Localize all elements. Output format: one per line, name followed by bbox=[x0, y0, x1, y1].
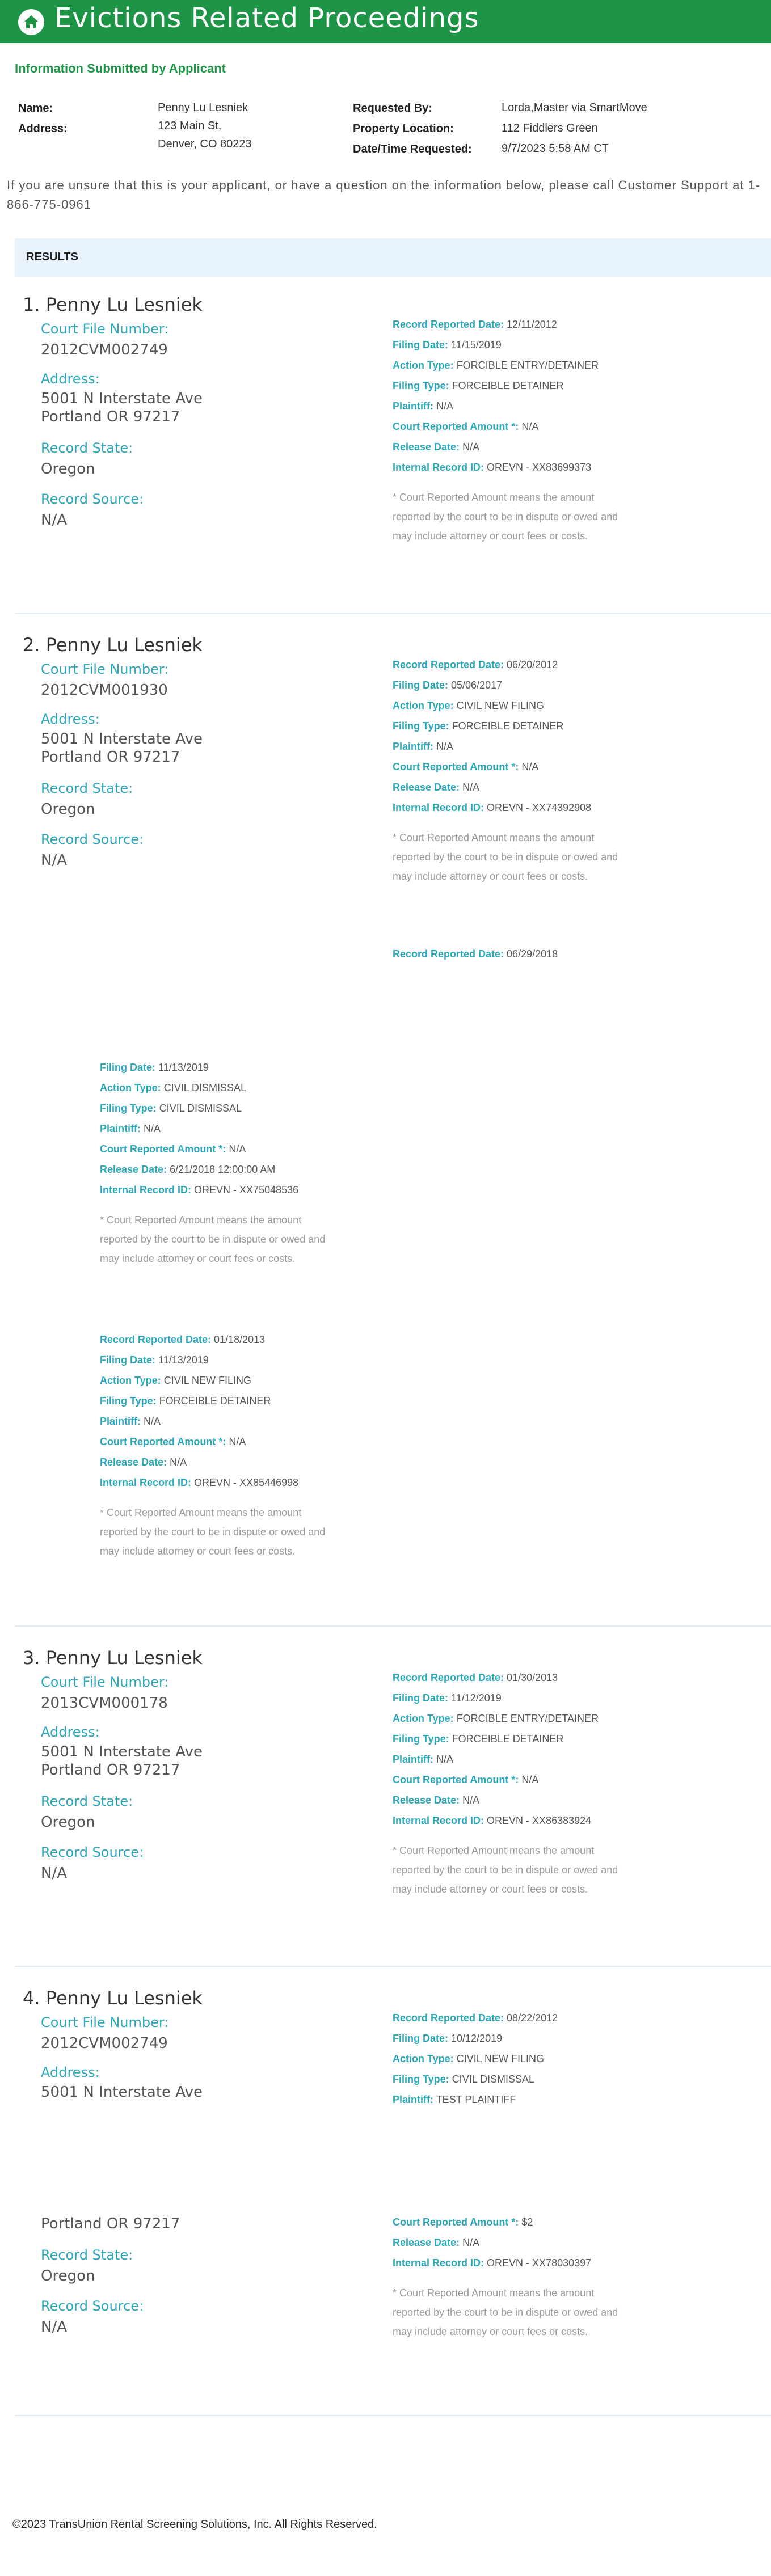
plaintiff: Plaintiff: N/A bbox=[393, 400, 454, 412]
release-date: Release Date: N/A bbox=[393, 441, 480, 453]
record-source: N/A bbox=[41, 2319, 67, 2336]
court-reported-amount: Court Reported Amount *: N/A bbox=[100, 1436, 246, 1447]
record-title: 3. Penny Lu Lesniek bbox=[23, 1647, 203, 1669]
record-state-label: Record State: bbox=[41, 780, 133, 796]
court-file-number-label: Court File Number: bbox=[41, 1674, 169, 1690]
record-address-line2: Portland OR 97217 bbox=[41, 408, 180, 425]
address-label: Address: bbox=[41, 2064, 100, 2080]
record-state: Oregon bbox=[41, 2267, 95, 2284]
plaintiff: Plaintiff: TEST PLAINTIFF bbox=[393, 2094, 516, 2105]
court-reported-amount: Court Reported Amount *: N/A bbox=[393, 761, 539, 772]
record-reported-date: Record Reported Date: 01/18/2013 bbox=[100, 1334, 266, 1345]
court-file-number: 2013CVM000178 bbox=[41, 1695, 168, 1712]
court-reported-amount: Court Reported Amount *: N/A bbox=[100, 1143, 246, 1155]
record-title: 1. Penny Lu Lesniek bbox=[23, 294, 203, 315]
record-source: N/A bbox=[41, 852, 67, 869]
court-reported-amount: Court Reported Amount *: N/A bbox=[393, 421, 539, 432]
record-reported-date: Record Reported Date: 08/22/2012 bbox=[393, 2012, 558, 2024]
action-type: Action Type: CIVIL NEW FILING bbox=[100, 1375, 252, 1386]
property-location-value: 112 Fiddlers Green bbox=[502, 122, 598, 134]
record-divider bbox=[15, 1966, 771, 1967]
court-file-number-label: Court File Number: bbox=[41, 661, 169, 677]
court-reported-amount: Court Reported Amount *: N/A bbox=[393, 1774, 539, 1785]
internal-record-id: Internal Record ID: OREVN - XX86383924 bbox=[393, 1815, 592, 1826]
record-reported-date: Record Reported Date: 06/29/2018 bbox=[393, 948, 558, 960]
plaintiff: Plaintiff: N/A bbox=[393, 741, 454, 752]
record-address-line1: 5001 N Interstate Ave bbox=[41, 730, 203, 748]
datetime-requested-value: 9/7/2023 5:58 AM CT bbox=[502, 142, 609, 155]
home-icon[interactable] bbox=[18, 9, 44, 35]
page-title: Evictions Related Proceedings bbox=[54, 2, 479, 34]
internal-record-id: Internal Record ID: OREVN - XX78030397 bbox=[393, 2257, 592, 2269]
record-state-label: Record State: bbox=[41, 2247, 133, 2263]
amount-footnote: * Court Reported Amount means the amount reported by the court to be in dispute or owed and may include attorney or court fees or costs. bbox=[393, 492, 618, 542]
record-source-label: Record Source: bbox=[41, 491, 144, 507]
court-reported-amount: Court Reported Amount *: $2 bbox=[393, 2216, 533, 2228]
results-label: RESULTS bbox=[26, 251, 78, 263]
address-label: Address: bbox=[41, 371, 100, 387]
record-divider bbox=[15, 613, 771, 614]
results-bar bbox=[15, 238, 771, 277]
record-address-line1: 5001 N Interstate Ave bbox=[41, 1743, 203, 1760]
amount-footnote: * Court Reported Amount means the amount reported by the court to be in dispute or owed and may include attorney or court fees or costs. bbox=[393, 832, 618, 882]
internal-record-id: Internal Record ID: OREVN - XX74392908 bbox=[393, 802, 592, 813]
copyright-footer: ©2023 TransUnion Rental Screening Solutions, Inc. All Rights Reserved. bbox=[12, 2518, 377, 2531]
record-source-label: Record Source: bbox=[41, 2298, 144, 2314]
filing-date: Filing Date: 11/13/2019 bbox=[100, 1354, 209, 1366]
filing-date: Filing Date: 11/15/2019 bbox=[393, 339, 502, 350]
applicant-name: Penny Lu Lesniek bbox=[158, 102, 248, 114]
record-reported-date: Record Reported Date: 12/11/2012 bbox=[393, 319, 557, 330]
release-date: Release Date: N/A bbox=[100, 1456, 187, 1468]
amount-footnote: * Court Reported Amount means the amount reported by the court to be in dispute or owed and may include attorney or court fees or costs. bbox=[393, 2287, 618, 2337]
filing-type: Filing Type: FORCEIBLE DETAINER bbox=[393, 1733, 564, 1745]
record-address-line2: Portland OR 97217 bbox=[41, 1762, 180, 1779]
court-file-number-label: Court File Number: bbox=[41, 321, 169, 337]
record-state: Oregon bbox=[41, 1814, 95, 1831]
support-notice: If you are unsure that this is your applicant, or have a question on the information below, please call Customer Support at 1-866-775-0961 bbox=[7, 178, 761, 212]
amount-footnote: * Court Reported Amount means the amount reported by the court to be in dispute or owed and may include attorney or court fees or costs. bbox=[100, 1214, 326, 1264]
internal-record-id: Internal Record ID: OREVN - XX75048536 bbox=[100, 1184, 299, 1196]
internal-record-id: Internal Record ID: OREVN - XX83699373 bbox=[393, 462, 592, 473]
address-label: Address: bbox=[41, 711, 100, 727]
record-title: 2. Penny Lu Lesniek bbox=[23, 634, 203, 656]
internal-record-id: Internal Record ID: OREVN - XX85446998 bbox=[100, 1477, 299, 1488]
release-date: Release Date: N/A bbox=[393, 1794, 480, 1806]
action-type: Action Type: CIVIL NEW FILING bbox=[393, 700, 545, 711]
requested-by-label: Requested By: bbox=[353, 102, 433, 115]
record-state-label: Record State: bbox=[41, 440, 133, 456]
property-location-label: Property Location: bbox=[353, 123, 454, 135]
record-address-line1: 5001 N Interstate Ave bbox=[41, 390, 203, 407]
court-file-number: 2012CVM002749 bbox=[41, 341, 168, 358]
record-source: N/A bbox=[41, 1865, 67, 1882]
court-file-number: 2012CVM002749 bbox=[41, 2035, 168, 2052]
applicant-info-heading: Information Submitted by Applicant bbox=[15, 61, 226, 75]
record-reported-date: Record Reported Date: 06/20/2012 bbox=[393, 659, 558, 670]
record-divider bbox=[15, 1625, 771, 1627]
filing-type: Filing Type: FORCEIBLE DETAINER bbox=[100, 1395, 271, 1407]
record-source-label: Record Source: bbox=[41, 831, 144, 847]
action-type: Action Type: FORCIBLE ENTRY/DETAINER bbox=[393, 360, 599, 371]
record-state-label: Record State: bbox=[41, 1793, 133, 1809]
page-header bbox=[0, 0, 771, 43]
plaintiff: Plaintiff: N/A bbox=[100, 1123, 161, 1134]
record-reported-date: Record Reported Date: 01/30/2013 bbox=[393, 1672, 558, 1683]
record-title: 4. Penny Lu Lesniek bbox=[23, 1987, 203, 2009]
court-file-number: 2012CVM001930 bbox=[41, 682, 168, 699]
action-type: Action Type: FORCIBLE ENTRY/DETAINER bbox=[393, 1713, 599, 1724]
applicant-address-line2: Denver, CO 80223 bbox=[158, 138, 252, 150]
record-state: Oregon bbox=[41, 801, 95, 818]
filing-date: Filing Date: 10/12/2019 bbox=[393, 2033, 503, 2044]
release-date: Release Date: N/A bbox=[393, 2237, 480, 2248]
record-address-line1: 5001 N Interstate Ave bbox=[41, 2084, 203, 2101]
release-date: Release Date: 6/21/2018 12:00:00 AM bbox=[100, 1164, 276, 1175]
action-type: Action Type: CIVIL NEW FILING bbox=[393, 2053, 545, 2064]
action-type: Action Type: CIVIL DISMISSAL bbox=[100, 1082, 247, 1093]
datetime-requested-label: Date/Time Requested: bbox=[353, 143, 472, 155]
filing-type: Filing Type: FORCEIBLE DETAINER bbox=[393, 720, 564, 732]
record-address-line2: Portland OR 97217 bbox=[41, 2215, 180, 2232]
address-label: Address: bbox=[18, 123, 68, 135]
name-label: Name: bbox=[18, 102, 53, 115]
filing-date: Filing Date: 05/06/2017 bbox=[393, 679, 503, 691]
filing-type: Filing Type: CIVIL DISMISSAL bbox=[393, 2074, 535, 2085]
amount-footnote: * Court Reported Amount means the amount reported by the court to be in dispute or owed and may include attorney or court fees or costs. bbox=[100, 1507, 326, 1557]
court-file-number-label: Court File Number: bbox=[41, 2015, 169, 2030]
applicant-address-line1: 123 Main St, bbox=[158, 120, 222, 132]
record-source-label: Record Source: bbox=[41, 1844, 144, 1860]
filing-type: Filing Type: CIVIL DISMISSAL bbox=[100, 1103, 242, 1114]
amount-footnote: * Court Reported Amount means the amount reported by the court to be in dispute or owed and may include attorney or court fees or costs. bbox=[393, 1845, 618, 1895]
plaintiff: Plaintiff: N/A bbox=[100, 1416, 161, 1427]
address-label: Address: bbox=[41, 1724, 100, 1740]
requested-by-value: Lorda,Master via SmartMove bbox=[502, 102, 647, 114]
filing-type: Filing Type: FORCEIBLE DETAINER bbox=[393, 380, 564, 391]
record-address-line2: Portland OR 97217 bbox=[41, 749, 180, 766]
plaintiff: Plaintiff: N/A bbox=[393, 1754, 454, 1765]
record-source: N/A bbox=[41, 512, 67, 529]
filing-date: Filing Date: 11/12/2019 bbox=[393, 1692, 502, 1704]
record-divider bbox=[15, 2415, 771, 2416]
record-state: Oregon bbox=[41, 461, 95, 478]
filing-date: Filing Date: 11/13/2019 bbox=[100, 1062, 209, 1073]
release-date: Release Date: N/A bbox=[393, 782, 480, 793]
